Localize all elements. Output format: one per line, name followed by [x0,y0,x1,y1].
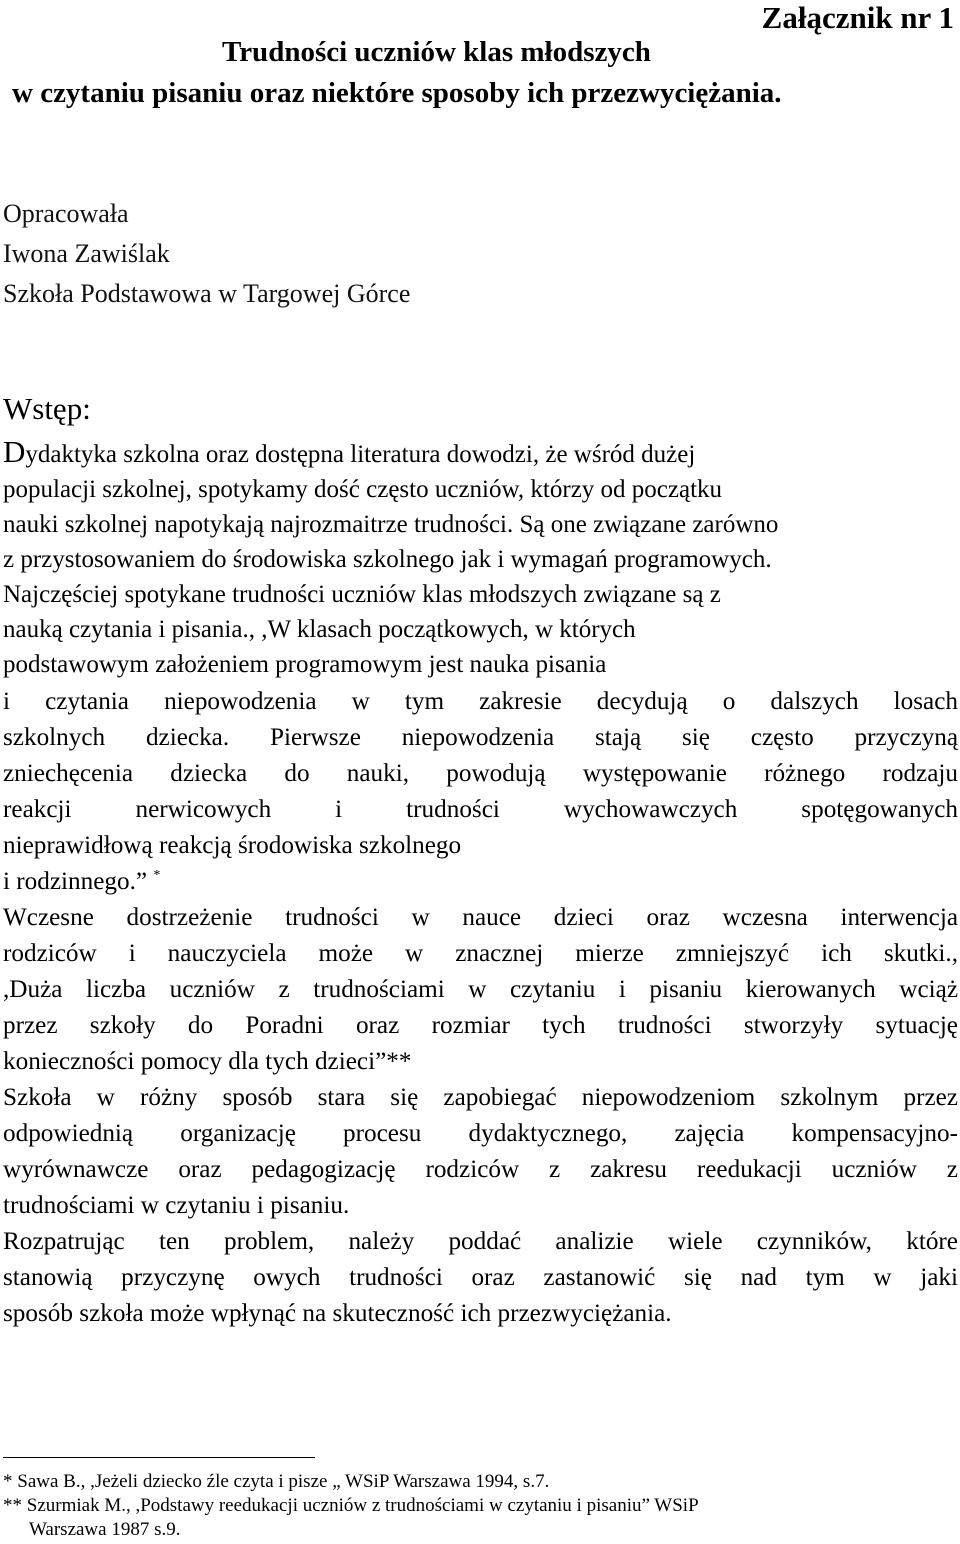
body-line: Rozpatrując ten problem, należy poddać analizie wiele czynników, które [3,1228,958,1255]
intro-line: nauki szkolnej napotykają najrozmaitrze trudności. Są one związane zarówno [3,511,779,538]
body-line: ,Duża liczba uczniów z trudnościami w czytaniu i pisaniu kierowanych wciąż [3,976,958,1003]
body-line: konieczności pomocy dla tych dzieci”** [3,1048,412,1075]
body-line: wyrównawcze oraz pedagogizację rodziców z zakresu reedukacji uczniów z [3,1156,958,1183]
footnotes [3,1470,699,1542]
body-line: rodziców i nauczyciela może w znacznej mierze zmniejszyć ich skutki., [3,940,958,967]
footnote-2: ** Szurmiak M., ,Podstawy reedukacji uczniów z trudnościami w czytaniu i pisaniu” WSiP [3,1495,699,1516]
body-line: nieprawidłową reakcją środowiska szkolnego [3,832,462,859]
body-line: i czytania niepowodzenia w tym zakresie decydują o dalszych losach [3,688,958,715]
title-line-1: Trudności uczniów klas młodszych [222,36,651,68]
body-line: zniechęcenia dziecka do nauki, powodują występowanie różnego rodzaju [3,760,958,787]
intro-line: populacji szkolnej, spotykamy dość często uczniów, którzy od początku [3,476,723,503]
title-line-2: w czytaniu pisaniu oraz niektóre sposoby ich przezwyciężania. [12,77,782,109]
body-line: Wczesne dostrzeżenie trudności w nauce dzieci oraz wczesna interwencja [3,904,958,931]
body-line [3,864,958,900]
body-line: szkolnych dziecka. Pierwsze niepowodzenia stają się często przyczyną [3,724,958,751]
intro-line [3,612,958,647]
intro-line: Najczęściej spotykane trudności uczniów klas młodszych związane są z [3,581,721,608]
author-school: Szkoła Podstawowa w Targowej Górce [3,279,411,308]
section-heading: Wstęp: [3,391,91,426]
body-line: sposób szkoła może wpłynąć na skuteczność ich przezwyciężania. [3,1300,672,1327]
intro-paragraph [3,434,958,682]
body-line: trudnościami w czytaniu i pisaniu. [3,1192,350,1219]
body-line: odpowiednią organizację procesu dydaktycznego, zajęcia kompensacyjno- [3,1120,958,1147]
intro-quote-start: , ,W klasach początkowych, w których [248,616,636,643]
body-line: reakcji nerwicowych i trudności wychowawczych spotęgowanych [3,796,958,823]
intro-line-text: ydaktyka szkolna oraz dostępna literatura dowodzi, że wśród dużej [25,441,696,468]
intro-line-text: nauką czytania i pisania. [3,616,249,643]
body-line-text: i rodzinnego.” [3,868,148,895]
attachment-label: Załącznik nr 1 [761,0,954,35]
body-line: przez szkoły do Poradni oraz rozmiar tych trudności stworzyły sytuację [3,1012,958,1039]
intro-line: podstawowym założeniem programowym jest nauka pisania [3,651,607,678]
author-block [3,194,410,314]
drop-cap: D [3,434,26,469]
footnote-1: * Sawa B., ,Jeżeli dziecko źle czyta i pisze „ WSiP Warszawa 1994, s.7. [3,1471,550,1492]
body-line: Szkoła w różny sposób stara się zapobiegać niepowodzeniom szkolnym przez [3,1084,958,1111]
intro-line [3,434,958,472]
intro-line: z przystosowaniem do środowiska szkolnego jak i wymagań programowych. [3,546,772,573]
footnote-separator [3,1457,315,1458]
body-line: stanowią przyczynę owych trudności oraz zastanowić się nad tym w jaki [3,1264,958,1291]
body-paragraph [3,684,958,1332]
footnote-marker: * [153,868,161,883]
footnote-2-continuation: Warszawa 1987 s.9. [29,1519,181,1540]
author-name: Iwona Zawiślak [3,239,170,268]
author-prepared-by: Opracowała [3,199,129,228]
